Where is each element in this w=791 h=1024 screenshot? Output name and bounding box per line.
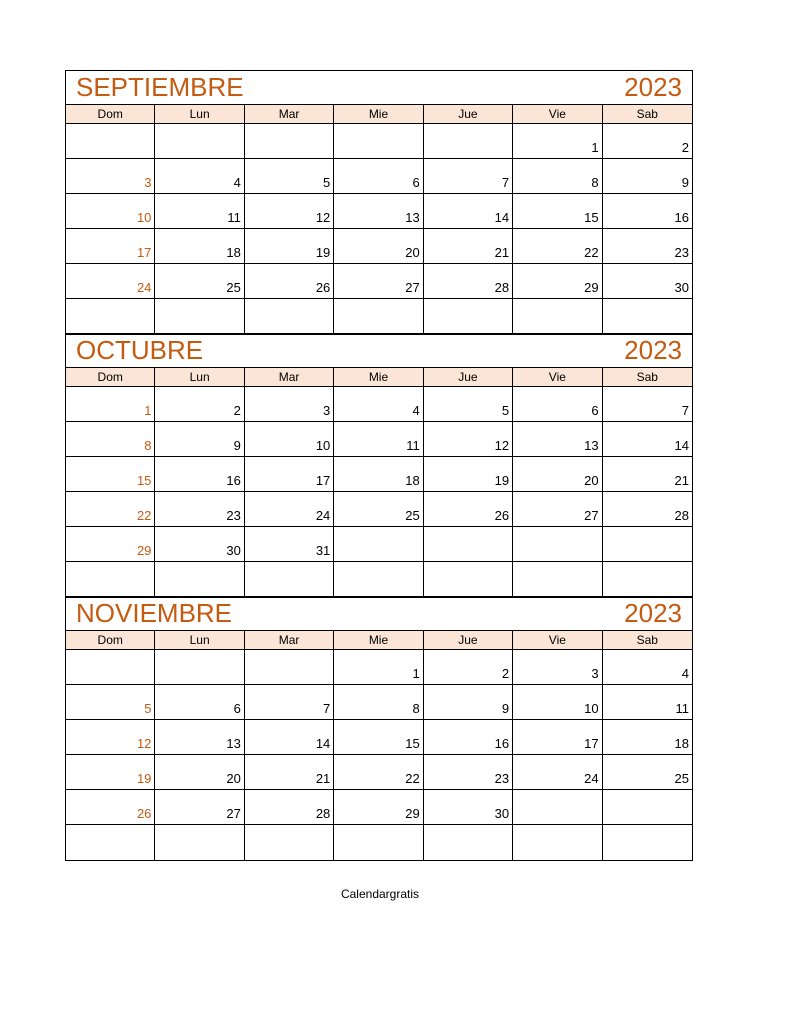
day-cell	[334, 457, 423, 491]
day-name: Mie	[334, 105, 423, 123]
day-cell	[245, 720, 334, 754]
week-row	[66, 562, 692, 597]
day-cell	[66, 720, 155, 754]
day-cell	[513, 387, 602, 421]
day-number: 3	[591, 666, 599, 681]
day-cell	[424, 299, 513, 333]
day-cell	[424, 562, 513, 596]
day-number: 26	[136, 806, 152, 821]
day-cell	[66, 492, 155, 526]
day-number: 18	[226, 245, 241, 260]
day-cell	[334, 755, 423, 789]
week-row	[66, 422, 692, 457]
day-cell	[155, 194, 244, 228]
day-number: 16	[494, 736, 510, 751]
day-cell	[245, 159, 334, 193]
day-name: Lun	[155, 105, 244, 123]
day-cell	[334, 527, 423, 561]
day-cell	[155, 299, 244, 333]
day-number: 19	[315, 245, 331, 260]
day-cell	[513, 650, 602, 684]
day-cell	[155, 492, 244, 526]
day-name: Mar	[245, 631, 334, 649]
day-cell	[513, 527, 602, 561]
day-cell	[603, 194, 692, 228]
day-cell	[245, 229, 334, 263]
day-number: 16	[674, 210, 689, 225]
day-number: 28	[674, 508, 689, 523]
week-row	[66, 790, 692, 825]
day-number: 1	[591, 140, 599, 155]
week-row	[66, 264, 692, 299]
day-cell	[245, 124, 334, 158]
month-header	[66, 334, 692, 368]
day-cell	[513, 790, 602, 824]
day-cell	[66, 264, 155, 298]
day-number: 2	[233, 403, 241, 418]
month-header	[66, 71, 692, 105]
day-number: 19	[136, 771, 152, 786]
month-year: 2023	[624, 72, 682, 102]
day-number: 5	[144, 701, 152, 716]
month-octubre	[66, 334, 692, 597]
day-cell	[424, 422, 513, 456]
day-cell	[603, 299, 692, 333]
day-number: 8	[412, 701, 420, 716]
day-cell	[513, 457, 602, 491]
day-cell	[334, 685, 423, 719]
day-cell	[603, 720, 692, 754]
day-cell	[245, 264, 334, 298]
day-number: 7	[323, 701, 331, 716]
day-name: Dom	[66, 368, 155, 386]
day-number: 8	[144, 438, 152, 453]
month-year: 2023	[624, 335, 682, 365]
day-number: 10	[315, 438, 331, 453]
day-number: 30	[494, 806, 510, 821]
day-number: 22	[405, 771, 420, 786]
day-cell	[155, 527, 244, 561]
day-number: 7	[681, 403, 689, 418]
day-number: 29	[584, 280, 599, 295]
day-cell	[424, 264, 513, 298]
day-cell	[245, 194, 334, 228]
day-name: Jue	[424, 368, 513, 386]
day-cell	[245, 527, 334, 561]
day-cell	[155, 229, 244, 263]
day-cell	[334, 422, 423, 456]
day-name: Mie	[334, 631, 423, 649]
day-cell	[245, 825, 334, 860]
day-name: Jue	[424, 631, 513, 649]
week-row	[66, 299, 692, 334]
day-number: 14	[315, 736, 331, 751]
day-name: Dom	[66, 105, 155, 123]
day-number: 30	[674, 280, 689, 295]
day-number: 21	[494, 245, 510, 260]
day-names-row	[66, 368, 692, 387]
month-septiembre	[66, 71, 692, 334]
day-cell	[155, 387, 244, 421]
day-cell	[245, 387, 334, 421]
day-cell	[66, 124, 155, 158]
day-cell	[334, 387, 423, 421]
day-cell	[66, 457, 155, 491]
day-number: 10	[136, 210, 152, 225]
day-cell	[424, 194, 513, 228]
month-header	[66, 597, 692, 631]
day-cell	[334, 790, 423, 824]
month-name: OCTUBRE	[76, 335, 204, 365]
day-cell	[513, 562, 602, 596]
day-cell	[66, 159, 155, 193]
day-cell	[603, 562, 692, 596]
day-number: 9	[681, 175, 689, 190]
day-name: Lun	[155, 368, 244, 386]
day-number: 31	[315, 543, 331, 558]
day-cell	[603, 492, 692, 526]
day-cell	[603, 124, 692, 158]
day-number: 11	[406, 438, 420, 453]
day-name: Mar	[245, 368, 334, 386]
day-name: Dom	[66, 631, 155, 649]
day-number: 6	[233, 701, 241, 716]
day-cell	[66, 387, 155, 421]
day-cell	[424, 159, 513, 193]
day-number: 24	[136, 280, 152, 295]
week-row	[66, 685, 692, 720]
day-number: 18	[405, 473, 420, 488]
day-number: 29	[405, 806, 420, 821]
day-cell	[424, 229, 513, 263]
day-cell	[424, 492, 513, 526]
day-number: 27	[226, 806, 241, 821]
day-cell	[66, 650, 155, 684]
day-cell	[424, 457, 513, 491]
day-number: 9	[501, 701, 510, 716]
day-name: Sab	[636, 633, 658, 647]
day-cell	[424, 755, 513, 789]
day-cell	[155, 457, 244, 491]
day-number: 4	[681, 666, 689, 681]
day-cell	[424, 685, 513, 719]
day-number: 2	[501, 666, 510, 681]
day-cell	[66, 299, 155, 333]
day-cell	[66, 562, 155, 596]
day-cell	[603, 422, 692, 456]
week-row	[66, 194, 692, 229]
day-number: 30	[226, 543, 241, 558]
day-cell	[513, 229, 602, 263]
day-cell	[513, 825, 602, 860]
day-cell	[424, 387, 513, 421]
day-number: 24	[315, 508, 331, 523]
day-number: 20	[226, 771, 241, 786]
day-number: 25	[226, 280, 241, 295]
day-number: 17	[584, 736, 599, 751]
day-cell	[245, 685, 334, 719]
day-cell	[245, 562, 334, 596]
day-names-row	[66, 631, 692, 650]
day-cell	[66, 685, 155, 719]
week-row	[66, 527, 692, 562]
footer-credit: Calendargratis	[340, 887, 420, 901]
day-number: 24	[584, 771, 599, 786]
day-cell	[155, 755, 244, 789]
day-number: 1	[144, 403, 152, 418]
day-cell	[513, 720, 602, 754]
day-number: 5	[501, 403, 510, 418]
day-cell	[334, 264, 423, 298]
day-number: 9	[233, 438, 241, 453]
day-number: 3	[144, 175, 152, 190]
week-row	[66, 720, 692, 755]
day-cell	[603, 159, 692, 193]
day-number: 17	[315, 473, 331, 488]
day-number: 26	[494, 508, 510, 523]
day-number: 14	[674, 438, 689, 453]
day-number: 25	[674, 771, 689, 786]
month-name: SEPTIEMBRE	[76, 72, 244, 102]
day-cell	[66, 194, 155, 228]
day-number: 22	[584, 245, 599, 260]
day-number: 15	[584, 210, 599, 225]
day-number: 19	[494, 473, 510, 488]
day-cell	[66, 755, 155, 789]
day-cell	[334, 562, 423, 596]
day-name: Mar	[245, 105, 334, 123]
day-cell	[155, 159, 244, 193]
day-cell	[513, 159, 602, 193]
day-cell	[513, 299, 602, 333]
day-cell	[513, 755, 602, 789]
day-number: 5	[323, 175, 331, 190]
week-row	[66, 229, 692, 264]
day-number: 12	[315, 210, 331, 225]
day-number: 25	[405, 508, 420, 523]
day-number: 22	[136, 508, 152, 523]
day-cell	[334, 720, 423, 754]
day-cell	[424, 790, 513, 824]
day-number: 29	[136, 543, 152, 558]
day-number: 28	[494, 280, 510, 295]
day-number: 14	[494, 210, 510, 225]
day-number: 21	[674, 473, 689, 488]
day-number: 27	[405, 280, 420, 295]
day-number: 6	[412, 175, 420, 190]
day-cell	[513, 264, 602, 298]
day-cell	[603, 825, 692, 860]
day-number: 10	[584, 701, 599, 716]
day-cell	[513, 685, 602, 719]
day-cell	[245, 299, 334, 333]
day-cell	[155, 422, 244, 456]
day-number: 13	[405, 210, 420, 225]
day-cell	[245, 650, 334, 684]
day-number: 2	[681, 140, 689, 155]
day-number: 23	[494, 771, 510, 786]
week-row	[66, 755, 692, 790]
calendar	[65, 70, 693, 861]
day-cell	[66, 825, 155, 860]
day-number: 27	[584, 508, 599, 523]
day-cell	[245, 457, 334, 491]
day-cell	[334, 159, 423, 193]
day-name: Vie	[513, 368, 602, 386]
day-cell	[155, 685, 244, 719]
day-cell	[513, 492, 602, 526]
day-cell	[245, 755, 334, 789]
day-name: Vie	[513, 631, 602, 649]
day-number: 12	[136, 736, 152, 751]
week-row	[66, 492, 692, 527]
day-cell	[66, 790, 155, 824]
month-year: 2023	[624, 598, 682, 628]
day-cell	[155, 264, 244, 298]
day-number: 21	[315, 771, 331, 786]
day-names-row	[66, 105, 692, 124]
month-noviembre	[66, 597, 692, 860]
day-cell	[603, 650, 692, 684]
day-cell	[155, 650, 244, 684]
day-cell	[334, 299, 423, 333]
day-cell	[334, 229, 423, 263]
day-cell	[155, 124, 244, 158]
day-number: 15	[405, 736, 420, 751]
day-number: 3	[323, 403, 331, 418]
day-number: 23	[674, 245, 689, 260]
day-number: 28	[315, 806, 331, 821]
day-number: 4	[233, 175, 241, 190]
day-cell	[66, 422, 155, 456]
day-cell	[513, 124, 602, 158]
week-row	[66, 159, 692, 194]
day-number: 13	[226, 736, 241, 751]
day-number: 11	[675, 701, 689, 716]
day-cell	[155, 720, 244, 754]
day-cell	[155, 562, 244, 596]
day-number: 18	[674, 736, 689, 751]
day-number: 15	[136, 473, 152, 488]
day-name: Jue	[424, 105, 513, 123]
day-cell	[334, 650, 423, 684]
day-name: Sab	[636, 370, 658, 384]
day-cell	[513, 422, 602, 456]
day-cell	[603, 790, 692, 824]
day-number: 20	[405, 245, 420, 260]
day-number: 6	[591, 403, 599, 418]
day-cell	[424, 825, 513, 860]
day-cell	[603, 457, 692, 491]
day-cell	[155, 825, 244, 860]
day-number: 16	[226, 473, 241, 488]
day-number: 4	[412, 403, 420, 418]
week-row	[66, 650, 692, 685]
day-cell	[155, 790, 244, 824]
day-cell	[245, 790, 334, 824]
day-cell	[334, 194, 423, 228]
week-row	[66, 825, 692, 860]
day-cell	[603, 685, 692, 719]
day-cell	[334, 124, 423, 158]
day-number: 8	[591, 175, 599, 190]
day-cell	[603, 755, 692, 789]
week-row	[66, 457, 692, 492]
day-name: Mie	[334, 368, 423, 386]
day-number: 20	[584, 473, 599, 488]
month-name: NOVIEMBRE	[76, 598, 233, 628]
day-cell	[66, 229, 155, 263]
week-row	[66, 387, 692, 422]
day-number: 7	[501, 175, 510, 190]
day-cell	[603, 264, 692, 298]
day-cell	[424, 650, 513, 684]
day-number: 11	[227, 210, 241, 225]
day-cell	[603, 387, 692, 421]
day-cell	[424, 720, 513, 754]
day-number: 23	[226, 508, 241, 523]
day-cell	[603, 527, 692, 561]
day-name: Vie	[513, 105, 602, 123]
day-number: 12	[494, 438, 510, 453]
months-container	[66, 71, 692, 860]
day-cell	[334, 825, 423, 860]
day-name: Lun	[155, 631, 244, 649]
week-row	[66, 124, 692, 159]
day-cell	[513, 194, 602, 228]
day-cell	[66, 527, 155, 561]
day-cell	[424, 527, 513, 561]
day-number: 26	[315, 280, 331, 295]
day-cell	[603, 229, 692, 263]
day-number: 13	[584, 438, 599, 453]
day-cell	[245, 492, 334, 526]
day-name: Sab	[636, 107, 658, 121]
day-number: 17	[136, 245, 152, 260]
day-cell	[424, 124, 513, 158]
day-cell	[245, 422, 334, 456]
day-number: 1	[412, 666, 420, 681]
day-cell	[334, 492, 423, 526]
